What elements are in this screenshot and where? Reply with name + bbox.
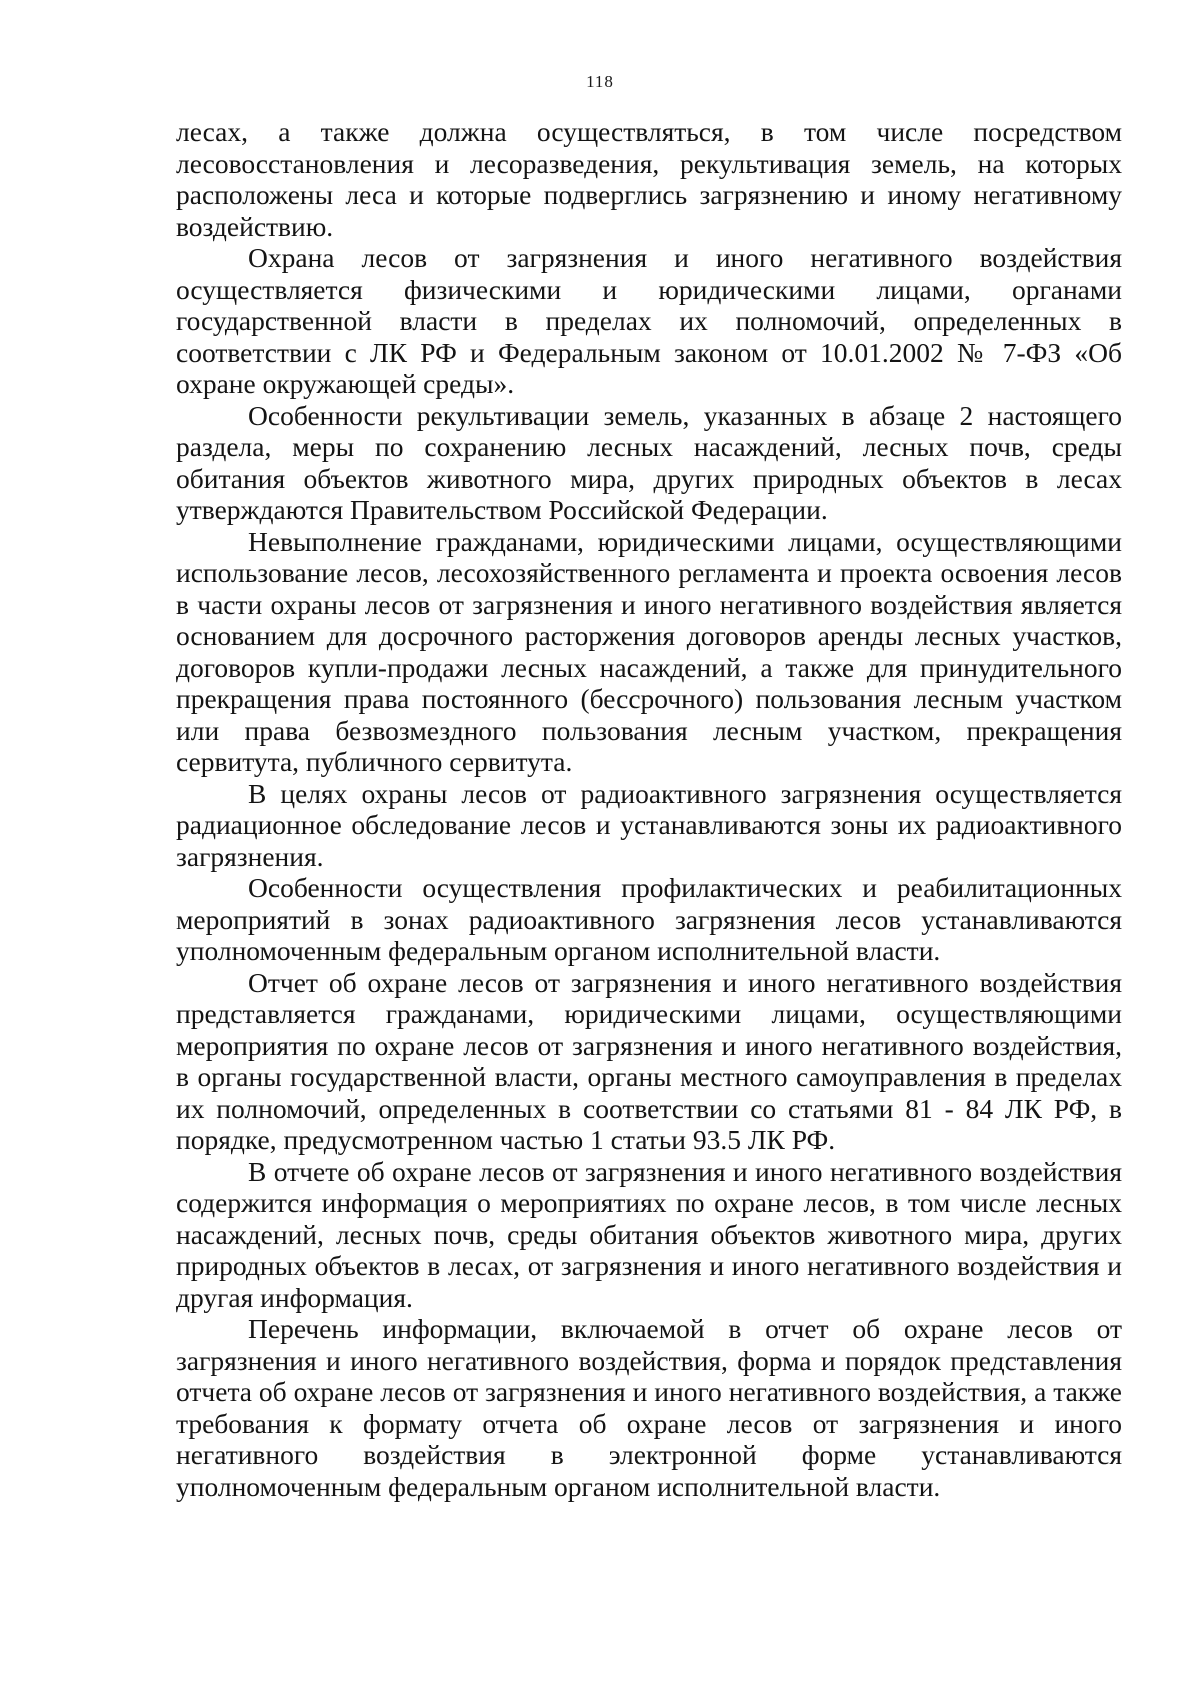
paragraph-noncompliance: Невыполнение гражданами, юридическими лицами, осуществляющими использование лесов, лесохозяйственного регламента и проекта освоения лесов в части охраны лесов от загрязнения и иного негативного воздействия является основанием для досрочного расторжения договоров аренды лесных участков, договоров купли-продажи лесных насаждений, а также для принудительного прекращения права постоянного (бессрочного) пользования лесным участком или права безвозмездного пользования лесным участком, прекращения сервитута, публичного сервитута. bbox=[176, 525, 1122, 777]
paragraph-continuation: лесах, а также должна осуществляться, в том числе посредством лесовосстановления и лесоразведения, рекультивация земель, на которых расположены леса и которые подверглись загрязнению и иному негативному воздействию. bbox=[176, 116, 1122, 242]
document-body bbox=[176, 116, 1122, 1502]
page-number: 118 bbox=[586, 72, 614, 91]
paragraph-pollution-protection: Охрана лесов от загрязнения и иного негативного воздействия осуществляется физическими и юридическими лицами, органами государственной власти в пределах их полномочий, определенных в соответствии с ЛК РФ и Федеральным законом от 10.01.2002 № 7-ФЗ «Об охране окружающей среды». bbox=[176, 242, 1122, 399]
paragraph-radioactive-zones: В целях охраны лесов от радиоактивного загрязнения осуществляется радиационное обследование лесов и устанавливаются зоны их радиоактивного загрязнения. bbox=[176, 777, 1122, 872]
paragraph-recultivation: Особенности рекультивации земель, указанных в абзаце 2 настоящего раздела, меры по сохранению лесных насаждений, лесных почв, среды обитания объектов животного мира, других природных объектов в лесах утверждаются Правительством Российской Федерации. bbox=[176, 399, 1122, 525]
paragraph-report-submission: Отчет об охране лесов от загрязнения и иного негативного воздействия представляется гражданами, юридическими лицами, осуществляющими мероприятия по охране лесов от загрязнения и иного негативного воздействия, в органы государственной власти, органы местного самоуправления в пределах их полномочий, определенных в соответствии со статьями 81 - 84 ЛК РФ, в порядке, предусмотренном частью 1 статьи 93.5 ЛК РФ. bbox=[176, 966, 1122, 1155]
paragraph-rehabilitation: Особенности осуществления профилактических и реабилитационных мероприятий в зонах радиоактивного загрязнения лесов устанавливаются уполномоченным федеральным органом исполнительной власти. bbox=[176, 872, 1122, 966]
paragraph-report-format: Перечень информации, включаемой в отчет об охране лесов от загрязнения и иного негативного воздействия, форма и порядок представления отчета об охране лесов от загрязнения и иного негативного воздействия, а также требования к формату отчета об охране лесов от загрязнения и иного негативного воздействия в электронной форме устанавливаются уполномоченным федеральным органом исполнительной власти. bbox=[176, 1313, 1122, 1502]
paragraph-report-contents: В отчете об охране лесов от загрязнения и иного негативного воздействия содержится информация о мероприятиях по охране лесов, в том числе лесных насаждений, лесных почв, среды обитания объектов животного мира, других природных объектов в лесах, от загрязнения и иного негативного воздействия и другая информация. bbox=[176, 1155, 1122, 1313]
